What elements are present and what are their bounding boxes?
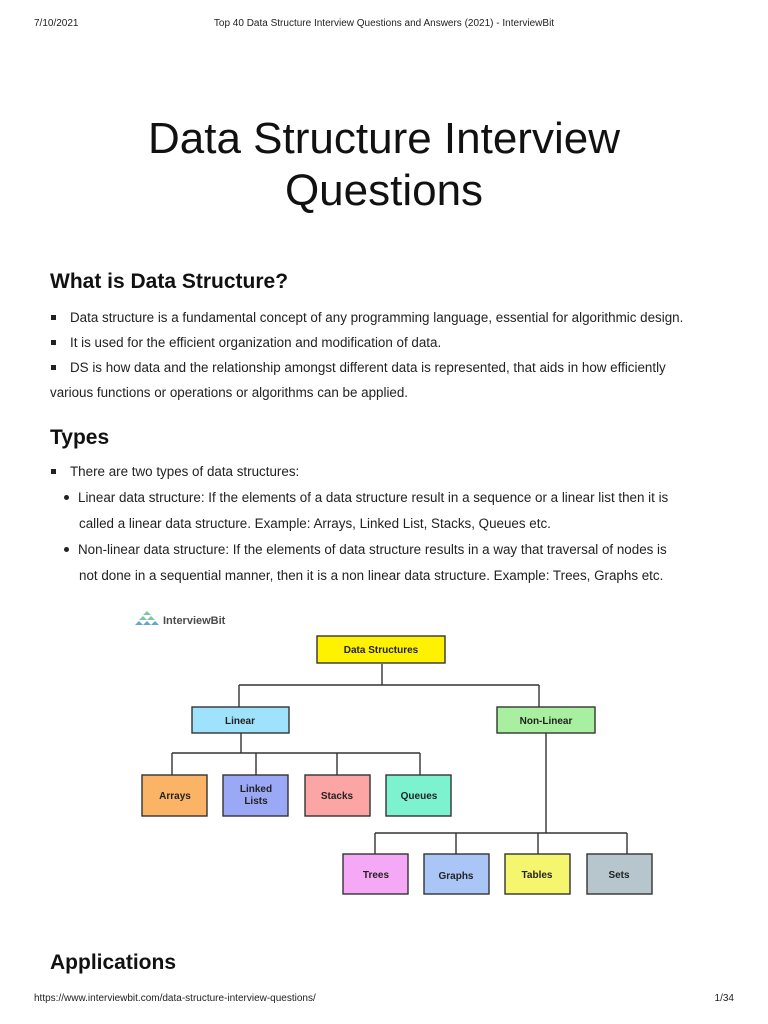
list-item — [50, 330, 718, 355]
svg-text:Arrays: Arrays — [159, 791, 191, 802]
svg-text:Stacks: Stacks — [320, 791, 354, 802]
node-arrays — [142, 775, 207, 816]
svg-text:Queues: Queues — [400, 791, 438, 802]
bullet-text: not done in a sequential manner, then it is a non linear data structure. Example: Trees, Graphs etc. — [79, 568, 664, 583]
interviewbit-logo — [135, 611, 226, 627]
node-queues — [386, 775, 451, 816]
interviewbit-logo-icon — [135, 611, 159, 625]
svg-text:Lists: Lists — [244, 796, 268, 807]
round-bullet-icon — [64, 547, 69, 552]
svg-text:Linear: Linear — [224, 716, 256, 727]
node-sets — [587, 854, 652, 894]
print-header-title: Top 40 Data Structure Interview Questions and Answers (2021) - InterviewBit — [213, 18, 555, 29]
svg-text:Linked: Linked — [239, 784, 273, 795]
square-bullet-icon — [51, 340, 56, 345]
page-title-line2: Questions — [284, 166, 484, 216]
bullet-text: It is used for the efficient organization and modification of data. — [70, 335, 442, 350]
data-structures-diagram — [0, 600, 768, 900]
svg-text:Non-Linear: Non-Linear — [519, 716, 573, 727]
node-linked-lists — [223, 775, 288, 816]
diagram-connectors — [172, 664, 627, 854]
svg-text:Graphs: Graphs — [438, 871, 474, 882]
sub-list-item-linear — [62, 485, 718, 511]
node-trees — [343, 854, 408, 894]
node-tables — [505, 854, 570, 894]
print-date: 7/10/2021 — [34, 18, 79, 29]
svg-text:Data Structures: Data Structures — [343, 645, 419, 656]
svg-text:Trees: Trees — [362, 870, 390, 881]
bullet-text: Non-linear data structure: If the elements of data structure results in a way that traversal of nodes is — [78, 542, 667, 557]
sub-list-item-continuation — [62, 511, 718, 537]
page-title — [0, 113, 768, 217]
page-title-line1: Data Structure Interview — [148, 114, 620, 164]
square-bullet-icon — [51, 315, 56, 320]
heading-what-is-data-structure: What is Data Structure? — [50, 270, 289, 293]
bullet-text: There are two types of data structures: — [70, 464, 300, 479]
interviewbit-logo-text: InterviewBit — [163, 615, 226, 627]
svg-text:Tables: Tables — [521, 870, 553, 881]
list-item — [50, 305, 718, 330]
bullet-text: various functions or operations or algorithms can be applied. — [50, 385, 409, 400]
print-page-number: 1/34 — [714, 993, 734, 1004]
node-non-linear — [497, 707, 595, 733]
square-bullet-icon — [51, 469, 56, 474]
list-item — [50, 355, 718, 380]
svg-text:Sets: Sets — [608, 870, 630, 881]
list-item — [50, 459, 718, 484]
heading-applications: Applications — [50, 951, 177, 974]
bullet-text: DS is how data and the relationship amongst different data is represented, that aids in how efficiently — [70, 360, 666, 375]
heading-types: Types — [50, 426, 110, 449]
node-stacks — [305, 775, 370, 816]
bullet-text: Data structure is a fundamental concept of any programming language, essential for algorithmic design. — [70, 310, 684, 325]
bullet-text: called a linear data structure. Example: Arrays, Linked List, Stacks, Queues etc. — [79, 516, 551, 531]
square-bullet-icon — [51, 365, 56, 370]
round-bullet-icon — [64, 495, 69, 500]
bullet-text: Linear data structure: If the elements of a data structure result in a sequence or a linear list then it is — [78, 490, 669, 505]
sub-list-item-continuation — [62, 563, 718, 589]
print-footer-url: https://www.interviewbit.com/data-structure-interview-questions/ — [34, 993, 316, 1004]
node-data-structures — [317, 636, 445, 663]
list-item-continuation — [50, 380, 718, 405]
node-graphs — [424, 854, 489, 894]
node-linear — [192, 707, 289, 733]
sub-list-item-nonlinear — [62, 537, 718, 563]
